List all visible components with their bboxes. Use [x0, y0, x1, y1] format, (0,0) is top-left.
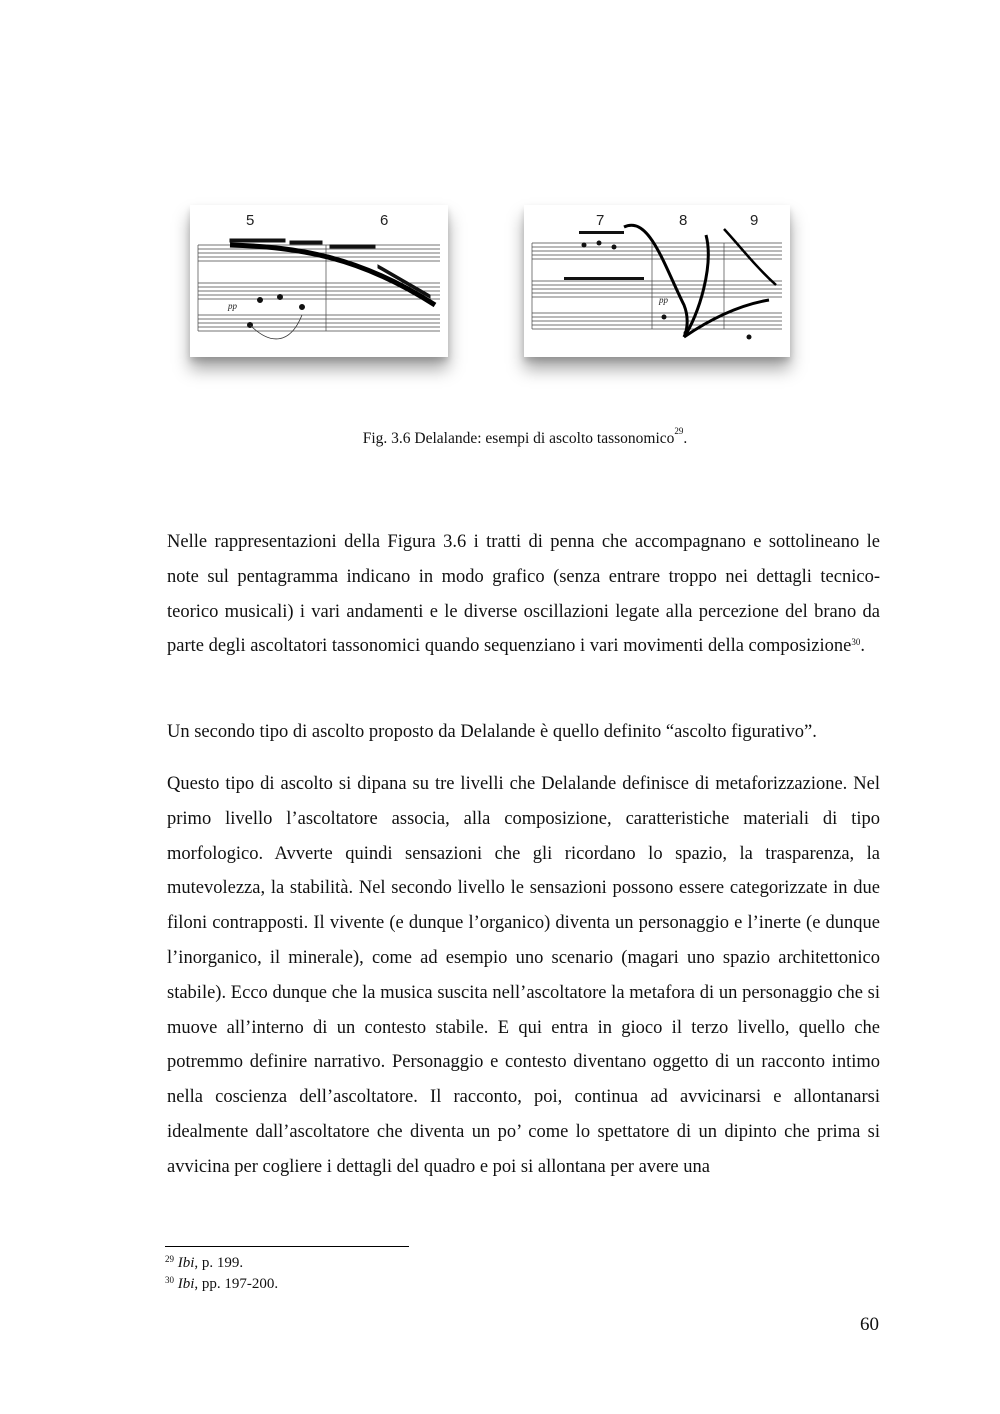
measure-number: 6	[380, 212, 389, 229]
score-excerpt-left-image	[190, 205, 448, 357]
footnote-text: , p. 199.	[194, 1255, 244, 1271]
paragraph-text: Questo tipo di ascolto si dipana su tre livelli che Delalande definisce di metaforizzazione. Nel primo livello l’ascoltatore associa, alla composizione, caratteristiche materiali di tipo morfologico. Avverte quindi sensazioni che gli ricordano lo spazio, la trasparenza, la mutevolezza, la stabilità. Nel secondo livello le sensazioni possono essere categorizzate in due filoni contrapposti. Il vivente (e dunque l’organico) diventa un personaggio e l’inerte (e dunque l’inorganico, il minerale), come ad esempio uno scenario (magari uno spazio architettonico stabile). Ecco dunque che la musica suscita nell’ascoltatore la metafora di un personaggio che si muove all’interno di un contesto stabile. E qui entra in gioco il terzo livello, quello che potremmo definire narrativo. Personaggio e contesto diventano oggetto di un racconto intimo nella coscienza dell’ascoltatore. Il racconto, poi, continua ad avvicinarsi e allontanarsi idealmente dall’ascoltatore che diventa un po’ come lo spettatore di un dipinto che prima si avvicina per cogliere i dettagli del quadro e poi si allontana per avere una	[167, 774, 880, 1177]
paragraph-end: .	[860, 636, 865, 657]
paragraph-figure-description	[167, 525, 880, 664]
dynamic-marking: pp	[659, 295, 668, 305]
footnote-ref: 29	[674, 426, 684, 436]
paragraph-text: Un secondo tipo di ascolto proposto da Delalande è quello definito “ascolto figurativo”.	[167, 722, 817, 742]
footnote-ref-text: Ibi	[177, 1255, 195, 1271]
footnote-ref-text: Ibi	[177, 1276, 195, 1292]
footnote	[165, 1255, 243, 1271]
measure-number: 9	[750, 212, 759, 229]
measure-number: 8	[679, 212, 688, 229]
footnote	[165, 1276, 278, 1292]
score-excerpt-right-image	[524, 205, 790, 357]
paragraph-text: Nelle rappresentazioni della Figura 3.6 i tratti di penna che accompagnano e sottolineano le note sul pentagramma indicano in modo grafico (senza entrare troppo nei dettagli tecnico-teorico musicali) i vari andamenti e le diverse oscillazioni legate alla percezione del brano da parte degli ascoltatori tassonomici quando sequenziano i vari movimenti della composizione	[167, 532, 880, 657]
footnote-number: 29	[165, 1254, 174, 1264]
footnote-ref: 30	[851, 637, 861, 648]
measure-number: 7	[596, 212, 605, 229]
footnote-text: , pp. 197-200.	[194, 1276, 279, 1292]
measure-number: 5	[246, 212, 255, 229]
dynamic-marking: pp	[228, 301, 237, 311]
caption-end: .	[683, 430, 688, 447]
footnote-number: 30	[165, 1275, 174, 1285]
footnote-separator	[165, 1246, 409, 1247]
paragraph-figurative-listening	[167, 715, 880, 750]
caption-text: Fig. 3.6 Delalande: esempi di ascolto tassonomico	[362, 430, 675, 447]
score-figure-left	[190, 205, 448, 357]
score-figure-right	[524, 205, 790, 357]
paragraph-metaphor-levels	[167, 767, 880, 1185]
page-number: 60	[860, 1314, 879, 1335]
figure-caption	[0, 426, 1000, 448]
